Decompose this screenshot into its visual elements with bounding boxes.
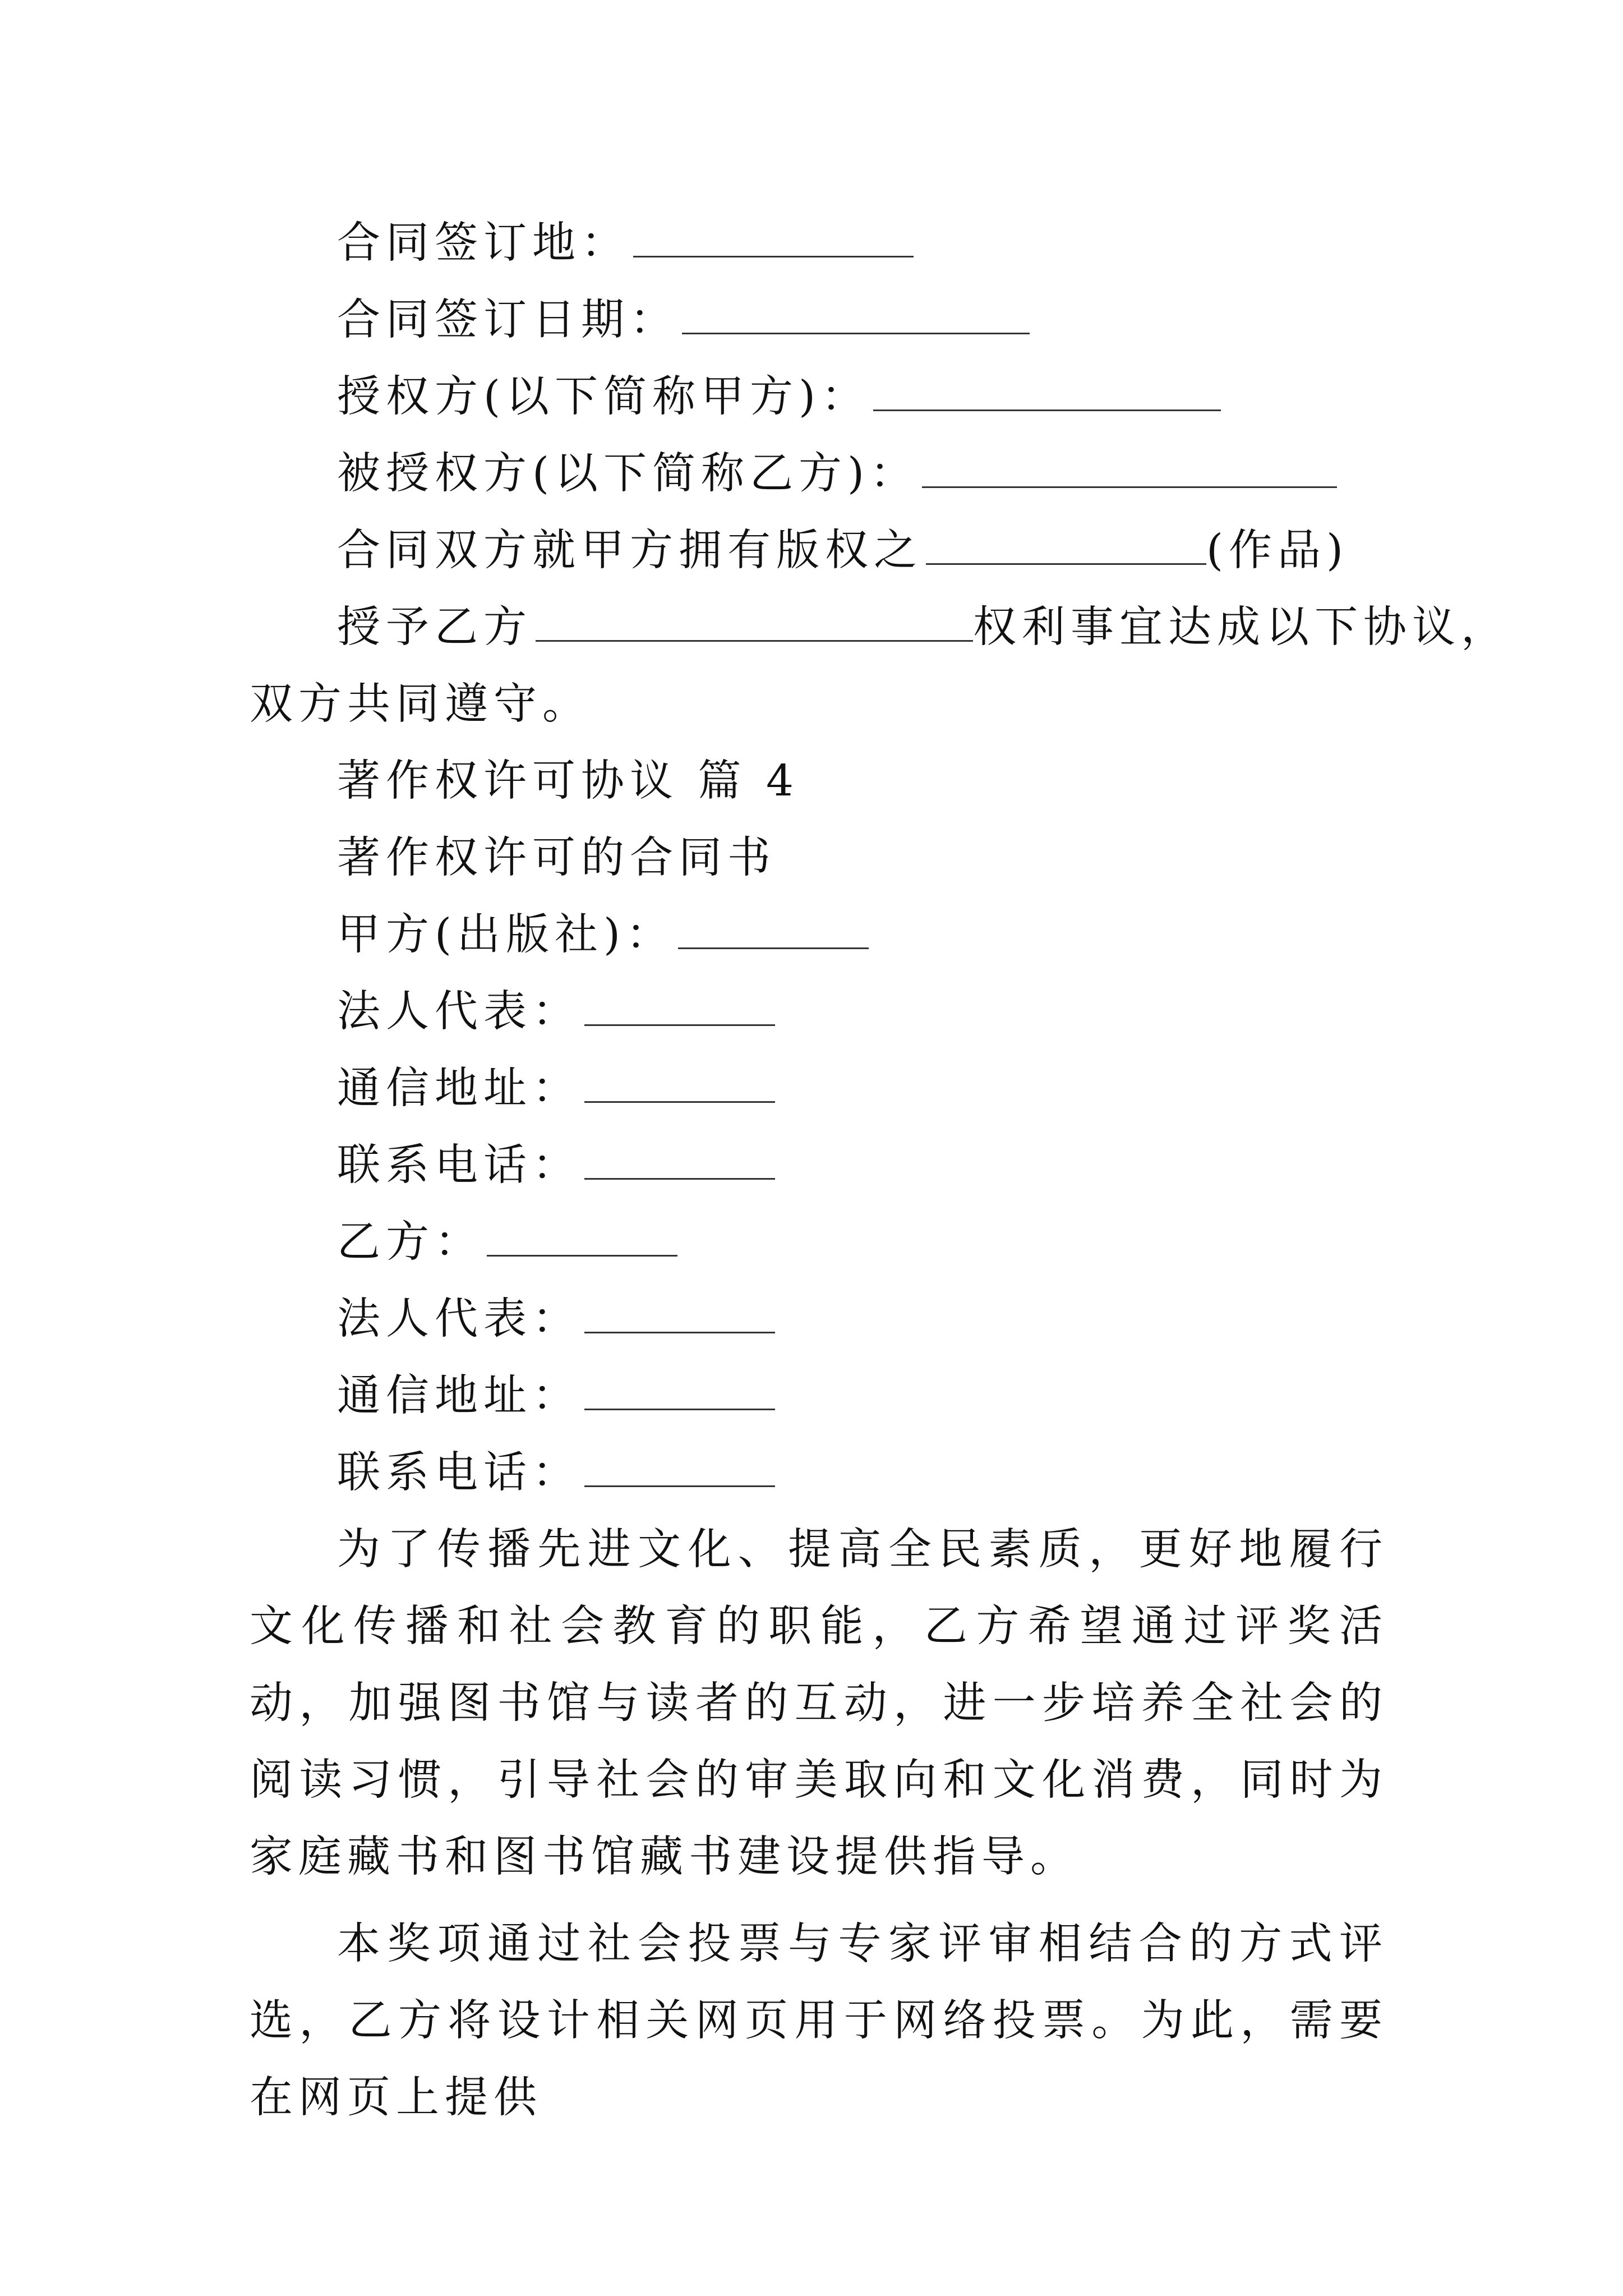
party-b-address-line xyxy=(250,1358,1388,1434)
section-heading xyxy=(250,743,1388,820)
party-b-representative-label: 法人代表： xyxy=(337,1294,581,1344)
signing-place-label: 合同签订地： xyxy=(337,218,630,268)
party-b-address-blank[interactable] xyxy=(584,1373,775,1410)
party-a-phone-label: 联系电话： xyxy=(337,1140,581,1190)
party-a-address-label: 通信地址： xyxy=(337,1064,581,1114)
party-a-representative-line xyxy=(250,973,1388,1050)
grant-label: 授予乙方 xyxy=(337,602,532,652)
party-a-address-blank[interactable] xyxy=(584,1065,775,1103)
grant-blank[interactable] xyxy=(536,604,973,642)
contract-title xyxy=(250,820,1388,896)
party-b-phone-line xyxy=(250,1434,1388,1511)
party-b-representative-blank[interactable] xyxy=(584,1296,775,1333)
party-a-label: 甲方(出版社)： xyxy=(337,910,675,960)
licensee-line xyxy=(250,435,1388,512)
document-body xyxy=(250,205,1510,2136)
party-a-representative-blank[interactable] xyxy=(584,988,775,1026)
licensor-label: 授权方(以下简称甲方)： xyxy=(337,372,870,422)
party-b-line xyxy=(250,1204,1388,1281)
party-a-blank[interactable] xyxy=(678,912,869,949)
section-heading-text: 著作权许可协议 篇 4 xyxy=(337,756,799,806)
licensor-blank[interactable] xyxy=(873,374,1221,411)
party-a-phone-line xyxy=(250,1127,1388,1204)
party-b-label: 乙方： xyxy=(337,1217,483,1267)
party-a-representative-label: 法人代表： xyxy=(337,987,581,1037)
grant-suffix: 权利事宜达成以下协议， xyxy=(973,602,1510,652)
work-blank[interactable] xyxy=(926,527,1206,565)
party-b-blank[interactable] xyxy=(487,1219,677,1257)
party-a-address-line xyxy=(250,1050,1388,1127)
purpose-paragraph: 为了传播先进文化、提高全民素质，更好地履行文化传播和社会教育的职能，乙方希望通过评奖活动，加强图书馆与读者的互动，进一步培养全社会的阅读习惯，引导社会的审美取向和文化消费，同时为家庭藏书和图书馆藏书建设提供指导。 xyxy=(250,1525,1388,1882)
grant-continued-text: 双方共同遵守。 xyxy=(250,679,591,729)
party-a-phone-blank[interactable] xyxy=(584,1142,775,1180)
signing-date-line xyxy=(250,282,1388,358)
party-a-line xyxy=(250,896,1388,973)
party-b-address-label: 通信地址： xyxy=(337,1371,581,1421)
grant-line-continued xyxy=(250,666,1388,743)
party-b-phone-label: 联系电话： xyxy=(337,1448,581,1498)
work-suffix: (作品) xyxy=(1206,526,1349,576)
grant-line xyxy=(250,589,1510,666)
signing-place-blank[interactable] xyxy=(633,220,914,257)
voting-paragraph: 本奖项通过社会投票与专家评审相结合的方式评选，乙方将设计相关网页用于网络投票。为此，需要在网页上提供 xyxy=(250,1919,1388,2123)
signing-date-blank[interactable] xyxy=(682,297,1030,334)
paragraph-gap xyxy=(250,1895,1388,1906)
licensee-label: 被授权方(以下简称乙方)： xyxy=(337,449,919,499)
signing-place-line xyxy=(250,205,1388,282)
party-b-representative-line xyxy=(250,1281,1388,1358)
contract-title-text: 著作权许可的合同书 xyxy=(337,833,776,883)
licensee-blank[interactable] xyxy=(922,450,1337,488)
party-b-phone-blank[interactable] xyxy=(584,1450,775,1487)
work-line xyxy=(250,512,1388,589)
work-label: 合同双方就甲方拥有版权之 xyxy=(337,526,923,576)
signing-date-label: 合同签订日期： xyxy=(337,295,679,345)
licensor-line xyxy=(250,358,1388,435)
